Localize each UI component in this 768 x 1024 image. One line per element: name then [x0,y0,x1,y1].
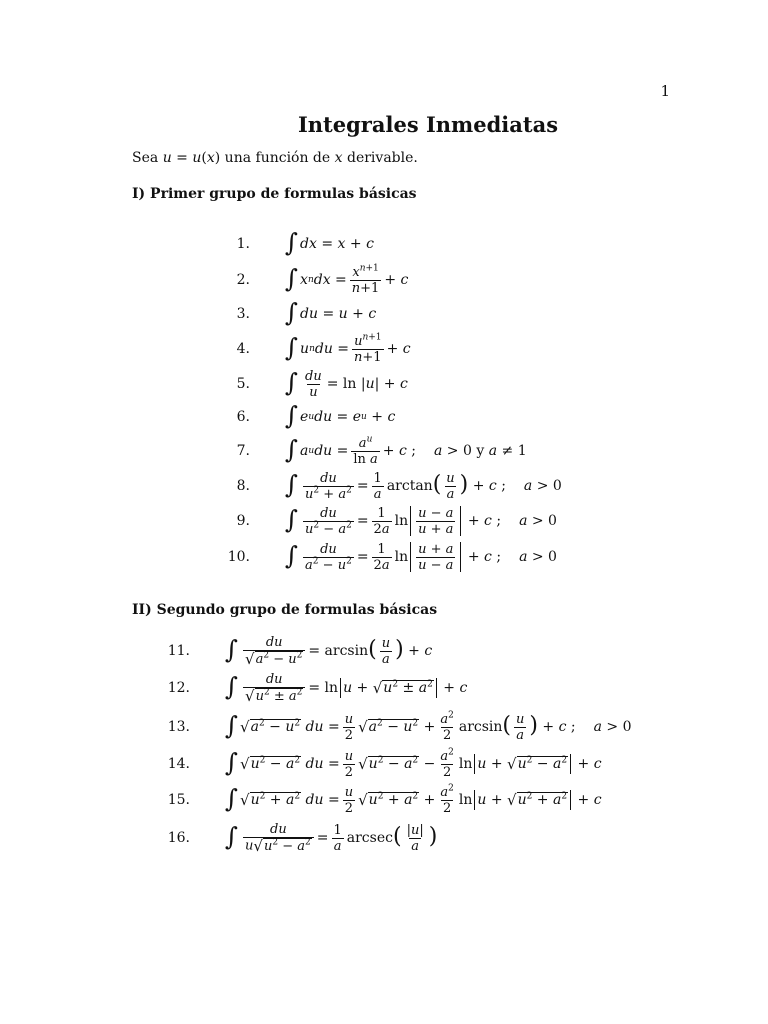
formula-row [0,331,768,367]
formula-row [0,433,768,469]
formula-number: 8. [236,478,250,494]
formula-number: 6. [236,409,250,425]
formula: ∫ $\frac{du}{a^2 - u^2}$ = $\frac{1}{2a}$ ln $\frac{u + a}{u - a}$ + c ; a > 0 [285,540,557,573]
formula: ∫ du √ $a^2 - u^2$ = arcsin ( $\frac{u}{a}$ ) + c [225,634,433,668]
formula-row [0,670,768,706]
page-title: Integrales Inmediatas [297,112,559,137]
formula: ∫ a u du = $\frac{a^u}{\text{ln a}}$ + c ; a > 0 y a ≠ 1 [285,434,527,467]
formula: ∫ √ $u^2 + a^2$ du = $\frac{u}{2}$ √ $u^2 + a^2$ + $\frac{a^2}{2}$ ln u + √ $u^2 + a^2$ + c [225,783,602,816]
formula: ∫ $\frac{du}{u}$ = ln | u | + c [285,367,408,400]
formula-number: 4. [236,341,250,357]
formula: ∫ $\frac{du}{u^2 + a^2}$ = $\frac{1}{a}$ arctan ( $\frac{u}{a}$ ) + c ; a > 0 [285,469,562,502]
formula-number: 13. [167,719,190,735]
formula: ∫ du u √ $u^2 - a^2$ = $\frac{1}{a}$ arcsec ( $\frac{|u|}{a}$ ) [225,821,438,855]
formula-row [0,399,768,435]
formula-row [0,746,768,782]
formula-row [0,539,768,575]
formula: ∫ u n du = $\frac{u^{n+1}}{n+1}$ + c [285,332,411,365]
formula-row [0,226,768,262]
formula-row [0,709,768,745]
formula-number: 9. [236,513,250,529]
formula-number: 2. [236,272,250,288]
formula-number: 5. [236,376,250,392]
section-heading-2: II) Segundo grupo de formulas básicas [132,602,438,618]
formula-number: 1. [236,236,250,252]
formula-row [0,366,768,402]
formula-row [0,296,768,332]
formula-number: 3. [236,306,250,322]
formula: ∫ du = u + c [285,297,377,327]
intro-text: Sea u = u(x) una función de x derivable. [132,150,418,166]
formula-row [0,820,768,856]
formula-row [0,262,768,298]
formula-row [0,782,768,818]
formula-row [0,633,768,669]
formula: ∫ √ $a^2 - u^2$ du = $\frac{u}{2}$ √ $a^2 - u^2$ + $\frac{a^2}{2}$ arcsin ( $\frac{u}{a}$ ) + c ; a > 0 [225,710,632,743]
formula-number: 11. [167,643,190,659]
formula: ∫ $\frac{du}{u^2 - a^2}$ = $\frac{1}{2a}$ ln $\frac{u - a}{u + a}$ + c ; a > 0 [285,504,557,537]
formula: ∫ du √ $u^2 \pm a^2$ = ln u + √ $u^2 \pm a^2$ + c [225,671,468,705]
formula-number: 10. [227,549,250,565]
formula: ∫ e u du = e u + c [285,400,396,430]
formula: ∫ dx = x + c [285,227,374,257]
formula-number: 12. [167,680,190,696]
page-number: 1 [660,82,670,100]
formula-number: 7. [236,443,250,459]
formula-number: 15. [167,792,190,808]
formula-row [0,468,768,504]
formula: ∫ √ $u^2 - a^2$ du = $\frac{u}{2}$ √ $u^2 - a^2$ − $\frac{a^2}{2}$ ln u + √ $u^2 - a^2$ + c [225,747,602,780]
formula-row [0,503,768,539]
section-heading-1: I) Primer grupo de formulas básicas [132,186,417,202]
formula-number: 16. [167,830,190,846]
formula: ∫ x n dx = $\frac{x^{n+1}}{n+1}$ + c [285,263,409,296]
formula-number: 14. [167,756,190,772]
